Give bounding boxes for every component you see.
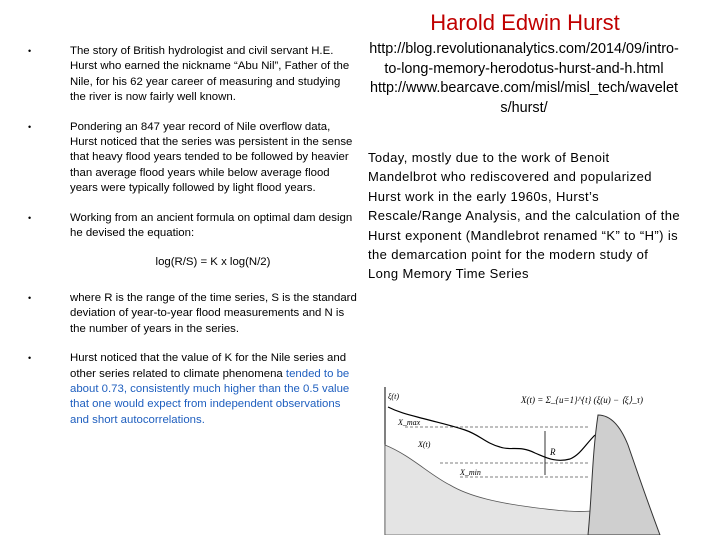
slide-title: Harold Edwin Hurst [430,10,620,35]
dam-wall [588,415,660,535]
reference-link[interactable]: http://www.bearcave.com/misl/misl_tech/wavelets/hurst/ [370,80,678,116]
figure-formula: X(t) = Σ_{u=1}^{t} (ξ(u) − ⟨ξ⟩_τ) [521,395,643,405]
bullet-text: Working from an ancient formula on optimal dam design he devised the equation: [70,211,353,240]
highlight-text: tended to be about 0.73, consistently much higher than the 0.5 value that one would expect from independent observations and short autocorrelations. [70,367,350,426]
bullet-item [28,120,358,197]
bullet-dot-icon: • [28,353,32,364]
bullet-item [28,44,358,106]
label-xmin: X_min [460,468,481,477]
description-paragraph: Today, mostly due to the work of Benoit Mandelbrot who rediscovered and popularized Hurst work in the early 1960s, Hurst’s Rescale/Range Analysis, and the calculation of the Hurst exponent (Mandlebrot renamed “K” to “H”) is the demarcation point for the modern study of Long Memory Time Series [368,150,680,282]
reference-link[interactable]: http://blog.revolutionanalytics.com/2014/09/intro-to-long-memory-herodotus-hurst-and-h.html [369,41,679,77]
reference-links [368,40,680,118]
label-r: R [550,447,556,457]
right-column [368,40,680,284]
river-curve [388,407,595,460]
bullet-item [28,211,358,242]
bullet-dot-icon: • [28,212,32,223]
bullet-text: Hurst noticed that the value of K for the Nile series and other series related to climate phenomena [70,352,347,380]
label-xt: X(t) [418,440,431,449]
bullet-dot-icon: • [28,46,32,56]
equation: log(R/S) = K x log(N/2) [155,256,271,269]
bullet-dot-icon: • [28,292,32,303]
bullet-text: Pondering an 847 year record of Nile overflow data, Hurst noticed that the series was persistent in the sense that heavy flood years tended to be followed by heavier than average flood years while below average flood years were typically followed by light flood years. [70,120,353,195]
bullet-text: The story of British hydrologist and civil servant H.E. Hurst who earned the nickname “Abu Nil”, Father of the Nile, for his 62 year career of measuring and studying the river is now fairly well known. [70,45,350,104]
label-xmax: X_max [398,418,421,427]
terrain-left [385,445,600,535]
hurst-dam-diagram [370,385,685,535]
bullet-list [28,44,358,442]
bullet-dot-icon: • [28,121,32,132]
label-xi: ξ(t) [388,392,399,401]
bullet-text: where R is the range of the time series, S is the standard deviation of year-to-year flood measurements and N is the number of years in the series. [70,291,357,335]
bullet-item [28,291,358,337]
bullet-item [28,351,358,428]
